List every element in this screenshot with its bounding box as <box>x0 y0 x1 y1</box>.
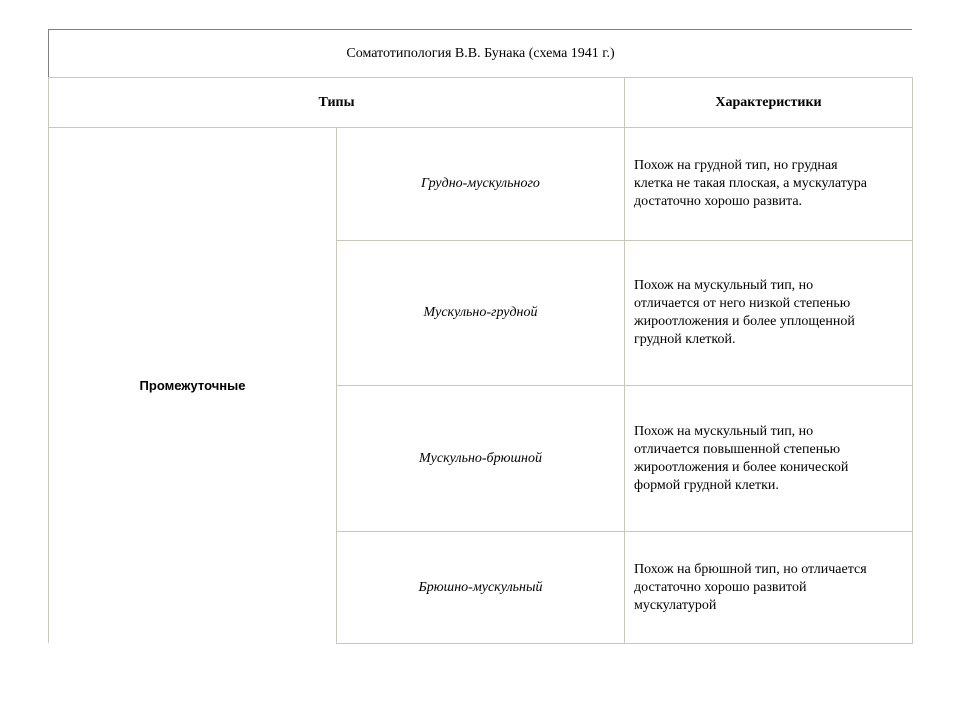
type-label: Брюшно-мускульный <box>418 579 543 595</box>
header-characteristics: Характеристики <box>715 94 822 110</box>
header-characteristics-cell <box>624 77 913 127</box>
characteristics-text: Похож на грудной тип, но грудная клетка не такая плоская, а мускулатура достаточно хорошо развита. <box>634 158 867 209</box>
header-types: Типы <box>318 94 355 110</box>
characteristics-cell <box>624 127 913 240</box>
group-cell <box>48 127 336 643</box>
type-label: Мускульно-брюшной <box>419 450 542 466</box>
type-cell <box>336 385 624 531</box>
characteristics-cell <box>624 240 913 385</box>
type-label: Грудно-мускульного <box>421 176 540 191</box>
type-cell <box>336 531 624 644</box>
group-label: Промежуточные <box>139 378 246 393</box>
characteristics-text: Похож на брюшной тип, но отличается достаточно хорошо развитой мускулатурой <box>634 561 867 613</box>
type-cell <box>336 127 624 240</box>
type-label: Мускульно-грудной <box>423 305 538 320</box>
characteristics-text: Похож на мускульный тип, но отличается повышенной степенью жироотложения и более конической формой грудной клетки. <box>634 423 849 493</box>
type-cell <box>336 240 624 385</box>
characteristics-cell <box>624 385 913 531</box>
table-title-cell <box>48 29 912 77</box>
characteristics-text: Похож на мускульный тип, но отличается от него низкой степенью жироотложения и более уплощенной грудной клеткой. <box>634 278 855 347</box>
characteristics-cell <box>624 531 913 644</box>
header-types-cell <box>48 77 624 127</box>
table-title: Соматотипология В.В. Бунака (схема 1941 г.) <box>346 45 615 61</box>
